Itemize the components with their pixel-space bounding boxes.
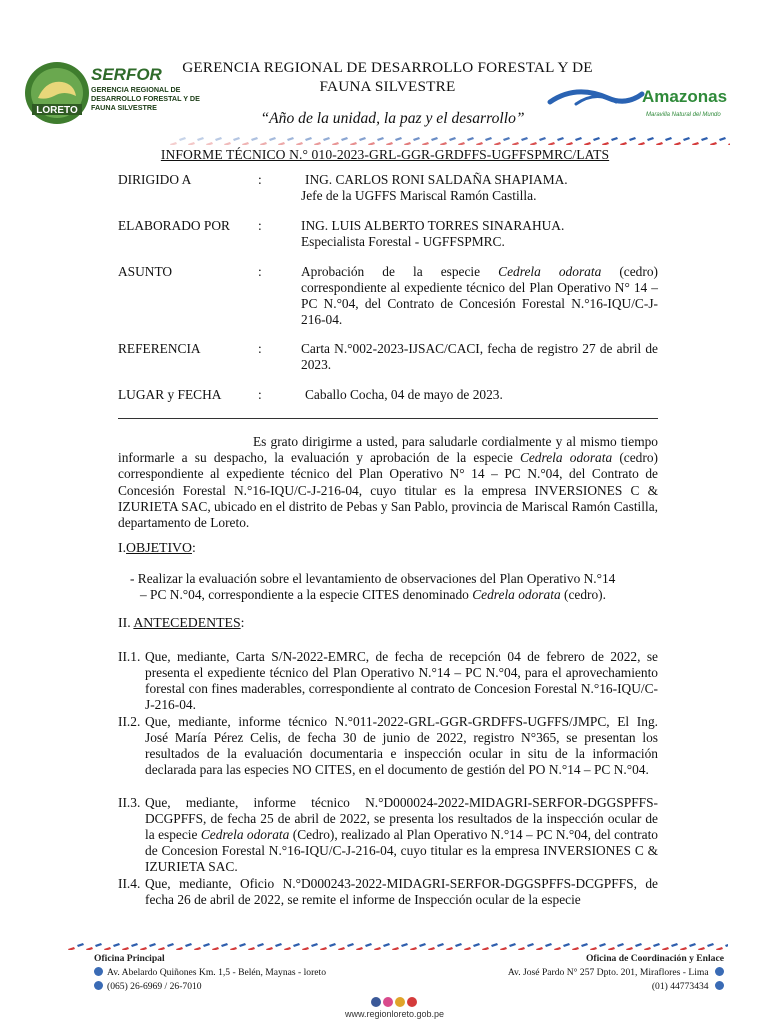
stripe-dash — [350, 142, 357, 145]
stripe-dash — [611, 137, 618, 141]
stripe-dash — [512, 142, 519, 145]
section-objetivo-heading — [118, 540, 196, 556]
stripe-dash — [599, 943, 606, 947]
stripe-dash — [428, 947, 435, 950]
asunto-text-post: (cedro) correspondiente al expediente técnico del Plan Operativo N° 14 – PC N.°04, del Contrato de Concesión Forestal N.°16-IQU/C-J-216-04. — [301, 264, 658, 327]
objetivo-bullet-line1: - Realizar la evaluación sobre el levantamiento de observaciones del Plan Operativo N.°14 — [130, 571, 616, 586]
stripe-dash — [530, 142, 537, 145]
stripe-dash — [149, 943, 156, 947]
stripe-dash — [449, 137, 456, 141]
meta-value-line1: ING. LUIS ALBERTO TORRES SINARAHUA. — [301, 218, 565, 233]
stripe-dash — [482, 947, 489, 950]
stripe-dash — [701, 137, 708, 141]
stripe-dash — [311, 943, 318, 947]
intro-species: Cedrela odorata — [519, 450, 613, 466]
antecedente-num: II.4. — [118, 876, 141, 891]
stripe-dash — [566, 142, 573, 145]
stripe-dash — [548, 142, 555, 145]
stripe-dash — [167, 943, 174, 947]
stripe-dash — [293, 943, 300, 947]
footer-right-title: Oficina de Coordinación y Enlace — [585, 953, 724, 964]
stripe-dash — [563, 943, 570, 947]
section-suffix: : — [240, 615, 245, 630]
stripe-dash — [581, 943, 588, 947]
meta-colon: : — [258, 387, 262, 402]
stripe-dash — [446, 947, 453, 950]
stripe-dash — [77, 943, 84, 947]
stripe-dash — [113, 943, 120, 947]
meta-colon: : — [258, 341, 262, 356]
antecedente-item — [118, 795, 658, 875]
meta-referencia — [118, 341, 658, 375]
logo-sub-2: DESARROLLO FORESTAL Y DE — [91, 94, 200, 103]
header-title — [165, 58, 610, 96]
stripe-dash — [86, 947, 93, 950]
stripe-dash — [665, 137, 672, 141]
logo-amazonas-sub: Maravilla Natural del Mundo — [646, 112, 721, 118]
footer-right-phone: (01) 44773434 — [651, 981, 709, 992]
stripe-dash — [377, 137, 384, 141]
stripe-dash — [404, 142, 411, 145]
stripe-dash — [602, 142, 609, 145]
stripe-dash — [725, 943, 728, 947]
stripe-dash — [179, 137, 186, 141]
stripe-dash — [617, 943, 624, 947]
stripe-dash — [710, 142, 717, 145]
objetivo-bullet-pre: – PC N.°04, correspondiente a la especie CITES denominado — [140, 587, 473, 602]
stripe-dash — [122, 947, 129, 950]
section-suffix: : — [191, 540, 196, 555]
meta-label: REFERENCIA — [118, 341, 201, 356]
stripe-dash — [422, 142, 429, 145]
logo-sub-1: GERENCIA REGIONAL DE — [91, 85, 181, 94]
header-stripe — [170, 132, 730, 141]
stripe-dash — [197, 137, 204, 141]
logo-loreto-badge: LORETO — [36, 105, 78, 116]
stripe-dash — [476, 142, 483, 145]
stripe-dash — [275, 943, 282, 947]
stripe-dash — [539, 137, 546, 141]
twitter-icon[interactable] — [395, 997, 405, 1007]
stripe-dash — [719, 137, 726, 141]
stripe-dash — [287, 137, 294, 141]
stripe-dash — [266, 947, 273, 950]
objetivo-bullet — [130, 571, 658, 603]
logo-serfor-text: SERFOR — [91, 65, 162, 84]
social-icons — [371, 994, 419, 1006]
stripe-dash — [386, 142, 393, 145]
meta-label: DIRIGIDO A — [118, 172, 192, 187]
logo-sub-3: FAUNA SILVESTRE — [91, 103, 157, 112]
stripe-dash — [494, 142, 501, 145]
antecedente-item — [118, 876, 658, 910]
header-title-line2: FAUNA SILVESTRE — [319, 78, 456, 95]
stripe-dash — [230, 947, 237, 950]
meta-lugar — [118, 387, 658, 405]
meta-dirigido — [118, 172, 658, 206]
stripe-dash — [491, 943, 498, 947]
stripe-dash — [455, 943, 462, 947]
stripe-dash — [521, 137, 528, 141]
antecedente-num: II.3. — [118, 795, 141, 810]
header-title-line1: GERENCIA REGIONAL DE DESARROLLO FORESTAL Y DE — [182, 59, 593, 76]
meta-value — [301, 387, 658, 403]
meta-value — [301, 172, 658, 204]
phone-icon — [94, 981, 103, 990]
stripe-dash — [296, 142, 303, 145]
stripe-dash — [413, 137, 420, 141]
antecedente-text-pre: Que, mediante, informe técnico N.°D000024-2022-MIDAGRI-SERFOR-DGGSPFFS-DCGPFFS, de fecha 25 de abril de 2022, se presenta los resultados de la inspección ocular de la especie — [145, 795, 658, 842]
asunto-species: Cedrela odorata — [498, 264, 602, 279]
stripe-dash — [374, 947, 381, 950]
facebook-icon[interactable] — [371, 997, 381, 1007]
antecedente-item — [118, 649, 658, 713]
stripe-dash — [554, 947, 561, 950]
objetivo-bullet-line2 — [130, 587, 658, 603]
stripe-dash — [464, 947, 471, 950]
footer-stripe — [68, 937, 728, 945]
stripe-dash — [251, 137, 258, 141]
amazonas-logo — [546, 80, 728, 122]
stripe-dash — [260, 142, 267, 145]
meta-value-line2: Especialista Forestal - UGFFSPMRC. — [301, 234, 505, 249]
antecedente-item — [118, 714, 658, 794]
stripe-dash — [314, 142, 321, 145]
section-title: ANTECEDENTES — [133, 615, 241, 630]
stripe-dash — [593, 137, 600, 141]
stripe-dash — [689, 943, 696, 947]
meta-colon: : — [258, 218, 262, 233]
stripe-dash — [572, 947, 579, 950]
meta-label: ELABORADO POR — [118, 218, 230, 233]
section-num: II. — [118, 615, 131, 630]
stripe-dash — [638, 142, 645, 145]
stripe-dash — [284, 947, 291, 950]
stripe-dash — [242, 142, 249, 145]
stripe-dash — [278, 142, 285, 145]
antecedente-text-post: (Cedro), realizado al Plan Operativo N.°14 – PC N.°04, del contrato de Concesion Forestal N.°16-IQU/C-J-216-04, cuyo titular es la empresa INVERSIONES C & IZURIETA SAC. — [145, 827, 658, 874]
stripe-dash — [698, 947, 705, 950]
meta-value — [301, 218, 658, 250]
stripe-dash — [584, 142, 591, 145]
stripe-dash — [323, 137, 330, 141]
stripe-dash — [257, 943, 264, 947]
stripe-dash — [692, 142, 699, 145]
stripe-dash — [590, 947, 597, 950]
stripe-dash — [224, 142, 231, 145]
stripe-dash — [140, 947, 147, 950]
stripe-dash — [500, 947, 507, 950]
footer-left-address: Av. Abelardo Quiñones Km. 1,5 - Belén, Maynas - loreto — [107, 967, 327, 978]
antecedente-num: II.1. — [118, 649, 141, 664]
stripe-dash — [410, 947, 417, 950]
location-pin-icon — [715, 967, 724, 976]
website-link[interactable]: www.regionloreto.gob.pe — [345, 1009, 445, 1019]
stripe-dash — [473, 943, 480, 947]
footer-right-phone-row — [508, 980, 724, 994]
meta-asunto — [118, 264, 658, 330]
stripe-dash — [629, 137, 636, 141]
stripe-dash — [206, 142, 213, 145]
stripe-dash — [233, 137, 240, 141]
footer-main-office — [94, 952, 326, 994]
antecedente-num: II.2. — [118, 714, 141, 729]
stripe-dash — [104, 947, 111, 950]
stripe-dash — [131, 943, 138, 947]
meta-value-line1: ING. CARLOS RONI SALDAÑA SHAPIAMA. — [305, 172, 568, 187]
stripe-dash — [170, 142, 177, 145]
intro-text-pre: Es grato dirigirme a usted, para saludarle cordialmente y al mismo tiempo informarle a su despacho, la evaluación y aprobación de la especie — [118, 434, 658, 466]
stripe-dash — [440, 142, 447, 145]
stripe-dash — [656, 142, 663, 145]
objetivo-bullet-post: (cedro). — [560, 587, 606, 602]
footer-right-address-row — [508, 966, 724, 980]
stripe-dash — [356, 947, 363, 950]
stripe-dash — [509, 943, 516, 947]
stripe-dash — [248, 947, 255, 950]
instagram-icon[interactable] — [383, 997, 393, 1007]
footer-left-address-row — [94, 966, 326, 980]
location-pin-icon — [94, 967, 103, 976]
stripe-dash — [545, 943, 552, 947]
antecedente-species: Cedrela odorata — [200, 827, 290, 842]
stripe-dash — [188, 142, 195, 145]
footer-coordination-office — [508, 952, 724, 994]
stripe-dash — [674, 142, 681, 145]
footer-left-phone: (065) 26-6969 / 26-7010 — [107, 981, 202, 992]
meta-value-line2: Jefe de la UGFFS Mariscal Ramón Castilla. — [301, 188, 537, 203]
stripe-dash — [458, 142, 465, 145]
stripe-dash — [383, 943, 390, 947]
stripe-dash — [185, 943, 192, 947]
antecedente-text — [145, 795, 658, 875]
stripe-dash — [401, 943, 408, 947]
stripe-dash — [431, 137, 438, 141]
stripe-dash — [728, 142, 730, 145]
meta-label: LUGAR y FECHA — [118, 387, 222, 402]
separator-rule — [118, 418, 658, 419]
stripe-dash — [203, 943, 210, 947]
stripe-dash — [683, 137, 690, 141]
meta-elaborado — [118, 218, 658, 252]
stripe-dash — [239, 943, 246, 947]
footer-left-title: Oficina Principal — [94, 953, 165, 964]
stripe-dash — [635, 943, 642, 947]
stripe-dash — [347, 943, 354, 947]
stripe-dash — [68, 947, 75, 950]
stripe-dash — [647, 137, 654, 141]
stripe-dash — [158, 947, 165, 950]
stripe-dash — [305, 137, 312, 141]
stripe-dash — [95, 943, 102, 947]
phone-icon — [715, 981, 724, 990]
footer-right-address: Av. José Pardo N° 257 Dpto. 201, Miraflores - Lima — [507, 967, 709, 978]
stripe-dash — [575, 137, 582, 141]
stripe-dash — [395, 137, 402, 141]
meta-colon: : — [258, 264, 262, 279]
stripe-dash — [302, 947, 309, 950]
stripe-dash — [620, 142, 627, 145]
stripe-dash — [485, 137, 492, 141]
stripe-dash — [626, 947, 633, 950]
youtube-icon[interactable] — [407, 997, 417, 1007]
stripe-dash — [671, 943, 678, 947]
stripe-dash — [707, 943, 714, 947]
stripe-dash — [644, 947, 651, 950]
stripe-dash — [680, 947, 687, 950]
stripe-dash — [365, 943, 372, 947]
stripe-dash — [653, 943, 660, 947]
stripe-dash — [527, 943, 534, 947]
stripe-dash — [176, 947, 183, 950]
intro-paragraph — [118, 434, 658, 531]
stripe-dash — [269, 137, 276, 141]
stripe-dash — [503, 137, 510, 141]
stripe-dash — [320, 947, 327, 950]
stripe-dash — [215, 137, 222, 141]
stripe-dash — [518, 947, 525, 950]
stripe-dash — [536, 947, 543, 950]
section-title: OBJETIVO — [126, 540, 192, 555]
stripe-dash — [557, 137, 564, 141]
meta-value — [301, 264, 658, 328]
footer-left-phone-row — [94, 980, 326, 994]
stripe-dash — [437, 943, 444, 947]
asunto-text-pre: Aprobación de la especie — [301, 264, 499, 279]
stripe-dash — [329, 943, 336, 947]
stripe-dash — [221, 943, 228, 947]
meta-colon: : — [258, 172, 262, 187]
year-motto: “Año de la unidad, la paz y el desarrollo” — [260, 110, 525, 127]
stripe-dash — [467, 137, 474, 141]
stripe-dash — [716, 947, 723, 950]
meta-label: ASUNTO — [118, 264, 173, 279]
antecedente-text: Que, mediante, informe técnico N.°011-2022-GRL-GGR-GRDFFS-UGFFS/JMPC, El Ing. José María Pérez Celis, de fecha 30 de junio de 2022, registro N°365, se presentan los resultados de la evaluación documentaria e inspección ocular in situ de la información declarada para las especies NO CITES, en el documento de gestión del PO N.°14 – PC N.°04. — [145, 714, 658, 777]
stripe-dash — [338, 947, 345, 950]
stripe-dash — [662, 947, 669, 950]
stripe-dash — [392, 947, 399, 950]
stripe-dash — [212, 947, 219, 950]
stripe-dash — [332, 142, 339, 145]
objetivo-species: Cedrela odorata — [472, 587, 561, 602]
meta-value: Carta N.°002-2023-IJSAC/CACI, fecha de registro 27 de abril de 2023. — [301, 341, 658, 372]
antecedente-text: Que, mediante, Carta S/N-2022-EMRC, de fecha de recepción 04 de febrero de 2022, se presenta el expediente técnico del Plan Operativo N.°14 – PC N.°04, para el aprovechamiento forestal con fines maderables, correspondiente al contrato de Concesion Forestal N.°16-IQU/C-J-216-04. — [145, 649, 658, 712]
antecedente-text: Que, mediante, Oficio N.°D000243-2022-MIDAGRI-SERFOR-DGGSPFFS-DCGPFFS, de fecha 26 de abril de 2022, se remite el informe de Inspección ocular de la especie — [145, 876, 658, 907]
report-title: INFORME TÉCNICO N.° 010-2023-GRL-GGR-GRDFFS-UGFFSPMRC/LATS — [160, 147, 610, 162]
intro-text-post: (cedro) correspondiente al expediente técnico del Plan Operativo N° 14 – PC N.°04, del Contrato de Concesión Forestal N.°16-IQU/C-J-216-04, cuyo titular es la empresa INVERSIONES C & IZURIETA SAC, ubicado en el distrito de Pebas y San Pablo, provincia de Mariscal Ramón Castilla, departamento de Loreto. — [118, 450, 658, 531]
section-antecedentes-heading — [118, 615, 244, 631]
lugar-text: Caballo Cocha, 04 de mayo de 2023. — [305, 387, 503, 402]
stripe-dash — [359, 137, 366, 141]
stripe-dash — [368, 142, 375, 145]
stripe-dash — [608, 947, 615, 950]
section-num: I. — [118, 540, 127, 555]
stripe-dash — [341, 137, 348, 141]
stripe-dash — [419, 943, 426, 947]
stripe-dash — [194, 947, 201, 950]
logo-amazonas-text: Amazonas — [642, 87, 728, 106]
